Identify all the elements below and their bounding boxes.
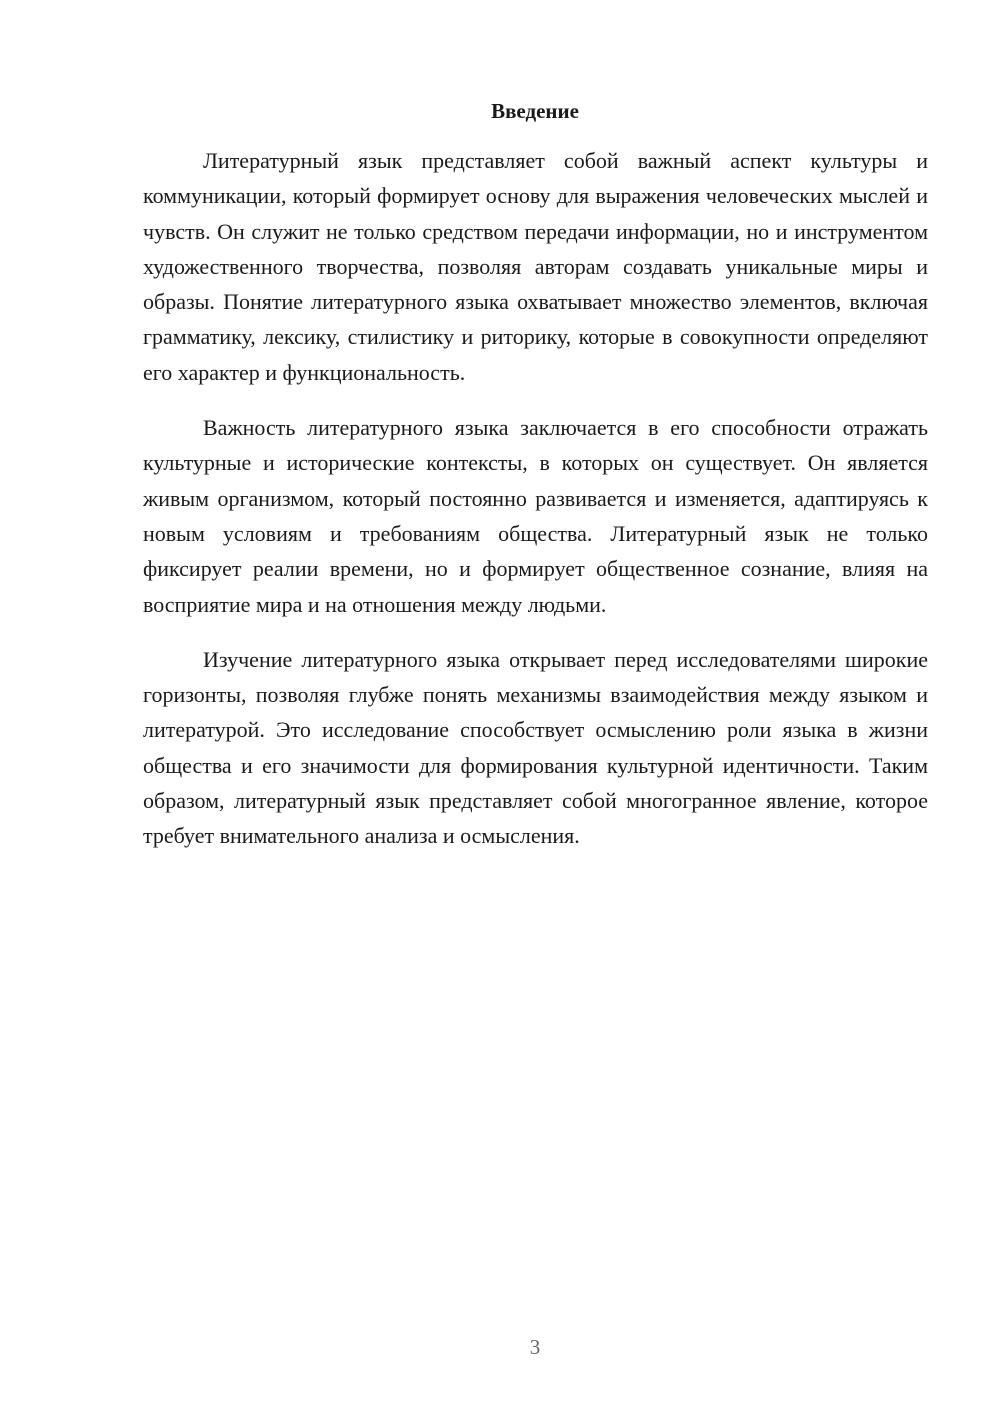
body-text bbox=[143, 143, 928, 874]
paragraph-3: Изучение литературного языка открывает перед исследователями широкие горизонты, позволяя глубже понять механизмы взаимодействия между языком и литературой. Это исследование способствует осмыслению роли языка в жизни общества и его значимости для формирования культурной идентичности. Таким образом, литературный язык представляет собой многогранное явление, которое требует внимательного анализа и осмысления. bbox=[143, 646, 928, 849]
page-number: 3 bbox=[529, 1335, 541, 1359]
paragraph-1: Литературный язык представляет собой важный аспект культуры и коммуникации, который формирует основу для выражения человеческих мыслей и чувств. Он служит не только средством передачи информации, но и инструментом художественного творчества, позволяя авторам создавать уникальные миры и образы. Понятие литературного языка охватывает множество элементов, включая грамматику, лексику, стилистику и риторику, которые в совокупности определяют его характер и функциональность. bbox=[143, 148, 928, 385]
page-title: Введение bbox=[491, 99, 579, 123]
paragraph-2: Важность литературного языка заключается в его способности отражать культурные и исторические контексты, в которых он существует. Он является живым организмом, который постоянно развивается и изменяется, адаптируясь к новым условиям и требованиям общества. Литературный язык не только фиксирует реалии времени, но и формирует общественное сознание, влияя на восприятие мира и на отношения между людьми. bbox=[143, 415, 928, 617]
